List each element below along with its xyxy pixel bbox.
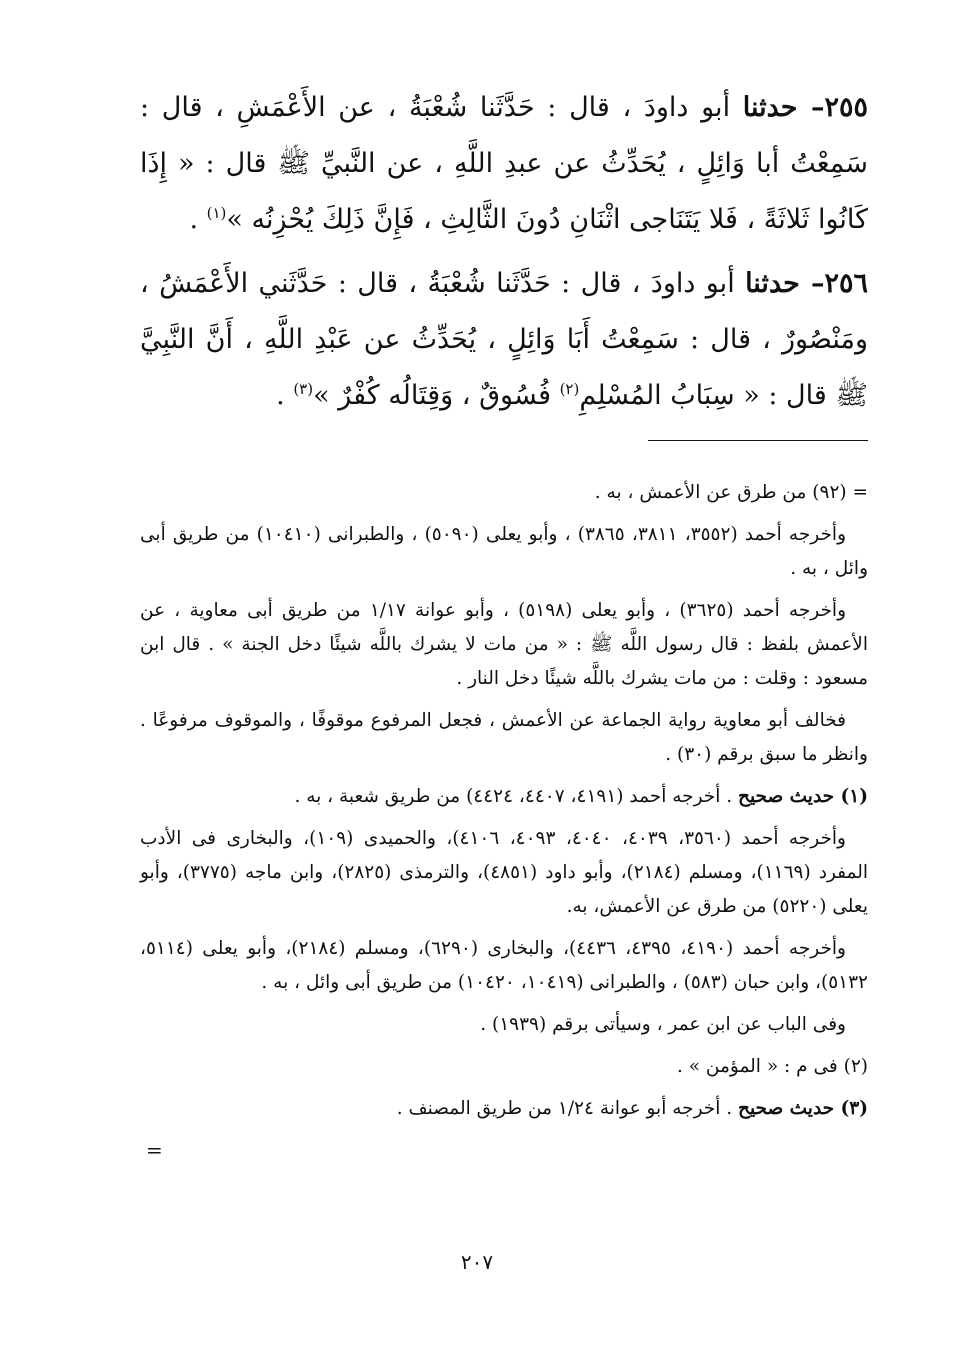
footnote-text: . أخرجه أحمد (٤١٩١، ٤٤٠٧، ٤٤٢٤) من طريق شعبة ، به .	[294, 786, 739, 807]
continuation-mark: =	[146, 1138, 163, 1162]
hadith-number: ٢٥٥– حدثنا	[742, 92, 868, 123]
footnote-1	[140, 780, 868, 814]
footnote-ref: (٣)	[293, 380, 314, 398]
footnotes	[140, 476, 868, 1134]
footnote-ref: (٢)	[559, 380, 580, 398]
hadith-number: ٢٥٦– حدثنا	[745, 268, 868, 299]
hadith-text: أبو داودَ ، قال : حَدَّثَنا شُعْبَةُ ، قال : حَدَّثَني الأَعْمَشُ ، ومَنْصُورٌ ، قال : سَمِعْتُ أَبَا وَائِلٍ ، يُحَدِّثُ عن عَبْدِ اللَّهِ ، أَنَّ النَّبِيَّ ﷺ قال : « سِبَابُ المُسْلِمِ	[140, 268, 868, 411]
footnote-line: وأخرجه أحمد (٤١٩٠، ٤٣٩٥، ٤٤٣٦)، والبخارى (٦٢٩٠)، ومسلم (٢١٨٤)، وأبو يعلى (٥١١٤، ٥١٣٢)، وابن حبان (٥٨٣) ، والطبرانى (١٠٤١٩، ١٠٤٢٠) من طريق أبى وائل ، به .	[140, 938, 868, 993]
hadith-256	[140, 256, 868, 424]
page-number: ٢٠٧	[460, 1250, 494, 1274]
footnote-separator	[648, 440, 868, 441]
footnote-line: وأخرجه أحمد (٣٦٢٥) ، وأبو يعلى (٥١٩٨) ، وأبو عوانة ١/١٧ من طريق أبى معاوية ، عن الأعمش بلفظ : قال رسول اللَّه ﷺ : « من مات لا يشرك باللَّه شيئًا دخل الجنة » . قال ابن مسعود : وقلت : من مات يشرك باللَّه شيئًا دخل النار .	[140, 600, 868, 689]
footnote-2: (٢) فى م : « المؤمن » .	[676, 1056, 868, 1077]
footnote-label: (١) حديث صحيح	[738, 786, 868, 807]
footnote-line: فخالف أبو معاوية رواية الجماعة عن الأعمش ، فجعل المرفوع موقوفًا ، والموقوف مرفوعًا . وانظر ما سبق برقم (٣٠) .	[140, 710, 868, 765]
footnote-line: وأخرجه أحمد (٣٥٦٠، ٤٠٣٩، ٤٠٤٠، ٤٠٩٣، ٤١٠٦)، والحميدى (١٠٩)، والبخارى فى الأدب المفرد (١١٦٩)، ومسلم (٢١٨٤)، وأبو داود (٤٨٥١)، والترمذى (٢٨٢٥)، وابن ماجه (٣٧٧٥)، وأبو يعلى (٥٢٢٠) من طرق عن الأعمش، به.	[140, 828, 869, 917]
hadith-end: .	[189, 204, 207, 235]
hadith-255	[140, 80, 868, 248]
footnote-line: وأخرجه أحمد (٣٥٥٢، ٣٨١١، ٣٨٦٥) ، وأبو يعلى (٥٠٩٠) ، والطبرانى (١٠٤١٠) من طريق أبى وائل ، به .	[140, 524, 868, 579]
hadith-end: .	[276, 380, 294, 411]
footnote-text: . أخرجه أبو عوانة ١/٢٤ من طريق المصنف .	[396, 1098, 739, 1119]
footnote-label: (٣) حديث صحيح	[738, 1098, 868, 1119]
footnote-line: وفى الباب عن ابن عمر ، وسيأتى برقم (١٩٣٩) .	[480, 1014, 846, 1035]
main-text	[140, 80, 868, 432]
footnote-line: = (٩٢) من طرق عن الأعمش ، به .	[594, 482, 868, 503]
footnote-ref: (١)	[206, 204, 227, 222]
footnote-3	[140, 1092, 868, 1126]
hadith-text: فُسُوقٌ ، وَقِتَالُه كُفْرٌ »	[313, 380, 560, 411]
hadith-text: أبو داودَ ، قال : حَدَّثَنا شُعْبَةُ ، عن الأَعْمَشِ ، قال : سَمِعْتُ أبا وَائِلٍ ، يُحَدِّثُ عن عبدِ اللَّهِ ، عن النَّبيِّ ﷺ قال : « إِذَا كَانُوا ثَلاثَةً ، فَلا يَتَنَاجى اثْنَانِ دُونَ الثَّالِثِ ، فَإِنَّ ذَلِكَ يُحْزِنُه »	[140, 92, 868, 235]
